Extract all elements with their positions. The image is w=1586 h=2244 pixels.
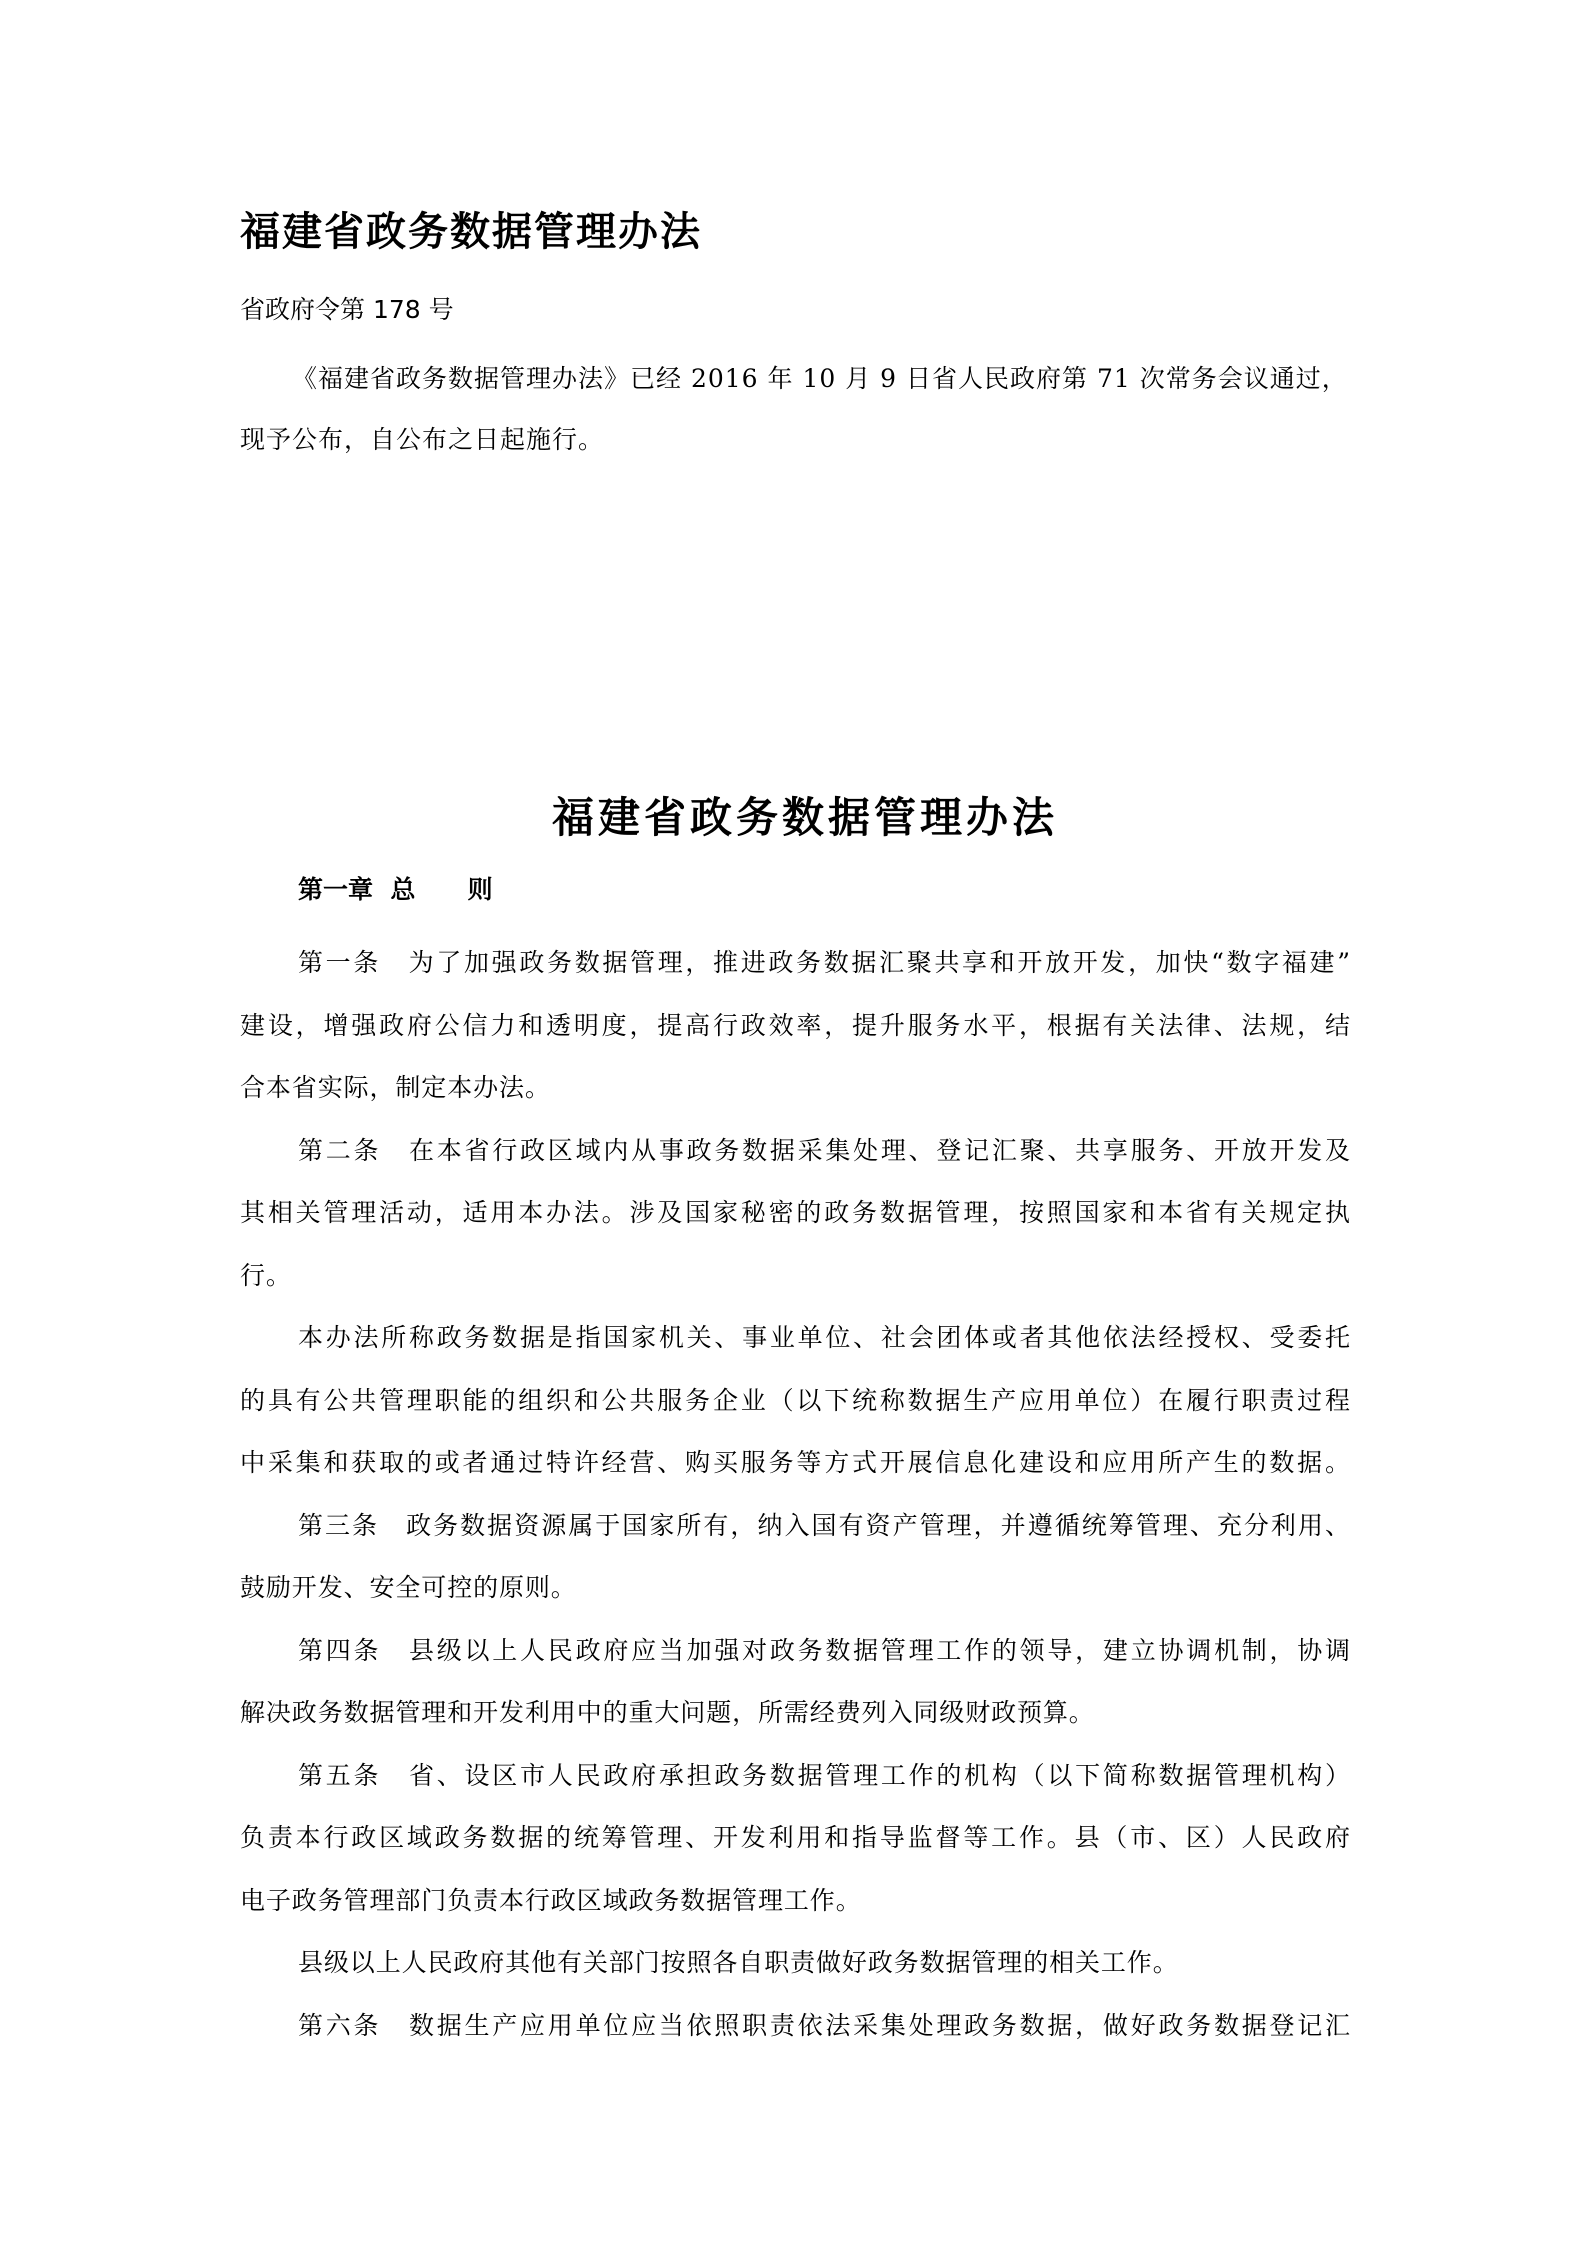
chapter-heading: 第一章 总 则 bbox=[298, 875, 493, 904]
body-line: 第五条 省、设区市人民政府承担政务数据管理工作的机构（以下简称数据管理机构） bbox=[298, 1760, 1350, 1790]
announcement-paragraph bbox=[240, 348, 1350, 470]
body-line: 合本省实际，制定本办法。 bbox=[240, 1073, 551, 1102]
announcement-line: 《福建省政务数据管理办法》已经 2016 年 10 月 9 日省人民政府第 71 次常务会议通过， bbox=[292, 364, 1348, 393]
body-line: 中采集和获取的或者通过特许经营、购买服务等方式开展信息化建设和应用所产生的数据。 bbox=[240, 1448, 1350, 1477]
body-line: 的具有公共管理职能的组织和公共服务企业（以下统称数据生产应用单位）在履行职责过程 bbox=[240, 1385, 1350, 1415]
body-line: 负责本行政区域政务数据的统筹管理、开发利用和指导监督等工作。县（市、区）人民政府 bbox=[240, 1823, 1350, 1852]
body-line: 解决政务数据管理和开发利用中的重大问题，所需经费列入同级财政预算。 bbox=[240, 1698, 1095, 1727]
decree-number: 省政府令第 178 号 bbox=[240, 295, 454, 324]
body-line: 鼓励开发、安全可控的原则。 bbox=[240, 1573, 577, 1602]
body-line: 第一条 为了加强政务数据管理，推进政务数据汇聚共享和开放开发，加快“数字福建” bbox=[298, 948, 1350, 977]
body-line: 县级以上人民政府其他有关部门按照各自职责做好政务数据管理的相关工作。 bbox=[298, 1948, 1179, 1977]
body-line: 第四条 县级以上人民政府应当加强对政务数据管理工作的领导，建立协调机制，协调 bbox=[298, 1635, 1350, 1665]
body-line: 本办法所称政务数据是指国家机关、事业单位、社会团体或者其他依法经授权、受委托 bbox=[298, 1323, 1350, 1352]
document-body bbox=[240, 932, 1350, 2057]
main-title: 福建省政务数据管理办法 bbox=[551, 793, 1058, 842]
body-line: 电子政务管理部门负责本行政区域政务数据管理工作。 bbox=[240, 1885, 862, 1915]
document-header-title: 福建省政务数据管理办法 bbox=[240, 209, 702, 255]
announcement-line: 现予公布，自公布之日起施行。 bbox=[240, 425, 605, 454]
body-line: 第六条 数据生产应用单位应当依照职责依法采集处理政务数据，做好政务数据登记汇 bbox=[298, 2010, 1350, 2040]
body-line: 第二条 在本省行政区域内从事政务数据采集处理、登记汇聚、共享服务、开放开发及 bbox=[298, 1135, 1350, 1165]
body-line: 第三条 政务数据资源属于国家所有，纳入国有资产管理，并遵循统筹管理、充分利用、 bbox=[298, 1510, 1350, 1540]
body-line: 其相关管理活动，适用本办法。涉及国家秘密的政务数据管理，按照国家和本省有关规定执 bbox=[240, 1198, 1350, 1227]
body-line: 行。 bbox=[240, 1260, 292, 1290]
body-line: 建设，增强政府公信力和透明度，提高行政效率，提升服务水平，根据有关法律、法规，结 bbox=[240, 1010, 1350, 1040]
